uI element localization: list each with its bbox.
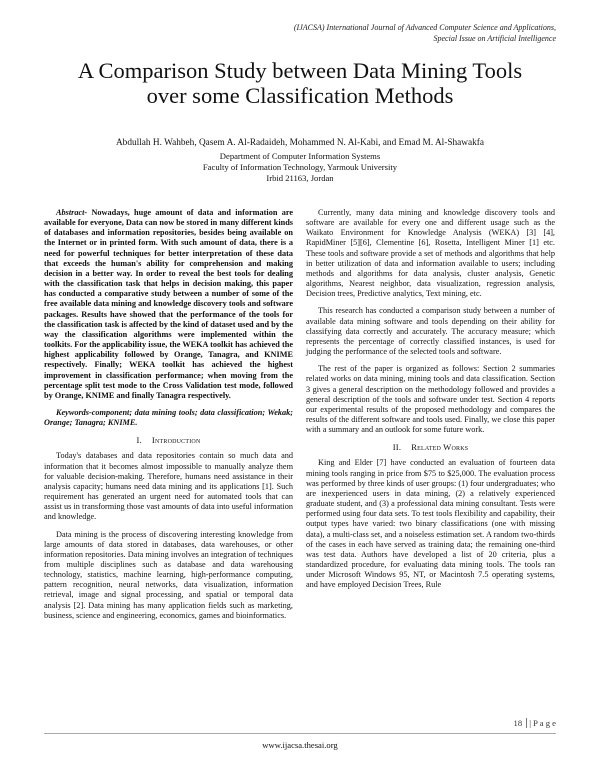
affiliation-faculty: Faculty of Information Technology, Yarmouk University [202, 162, 398, 172]
intro-paragraph-5: The rest of the paper is organized as follows: Section 2 summaries related works on data mining, mining tools and data classification. Section 3 gives a general description on the methodology followed and provides a general description of the tools and software under test. Section 4 reports our experimental results of the proposed methodology and compares the results of the different software and tools used. Finally, we close this paper with a summary and an outlook for some future work. [306, 364, 555, 435]
running-head [196, 23, 556, 44]
affiliation [40, 151, 560, 184]
abstract-text: Nowadays, huge amount of data and information are available for everyone, Data can now be stored in many different kinds of databases and information repositories, besides being available on the Internet or in printed form. With such amount of data, there is a need for powerful techniques for better interpretation of these data that exceeds the human's ability for comprehension and making decision in a better way. In order to reveal the best tools for dealing with the classification task that helps in decision making, this paper has conducted a comparative study between a number of some of the free available data mining and knowledge discovery tools and software packages. Results have showed that the performance of the tools for the classification task is affected by the kind of dataset used and by the way the classification algorithms were implemented within the toolkits. For the applicability issue, the WEKA toolkit has achieved the highest applicability followed by Orange, Tanagra, and KNIME respectively. Finally; WEKA toolkit has achieved the highest improvement in classification performance; when moving from the percentage split test mode to the Cross Validation test mode, followed by Orange, KNIME and finally Tanagra respectively. [44, 208, 293, 400]
page-number-label: | P a g e [527, 718, 556, 728]
keywords: Keywords-component; data mining tools; data classification; Wekak; Orange; Tanagra; KNIME. [44, 407, 293, 428]
related-works-paragraph-1: King and Elder [7] have conducted an evaluation of fourteen data mining tools ranging in price from $75 to $25,000. The evaluation process was performed by three kinds of user groups: (1) four undergraduates; who are inexperienced users in data mining, (2) a relatively experienced graduate student, and (3) a professional data mining consultant. Tests were performed using four data sets. To test tools flexibility and capability, their output types have varied: two binary classifications (one with missing data), a multi-class set, and a noiseless estimation set. A random two-thirds of the cases in each have served as training data; the remaining one-third was test data. Authors have developed a list of 20 criteria, plus a standardized procedure, for evaluating data mining tools. The tools ran under Microsoft Windows 95, NT, or Macintosh 7.5 operating systems, and have employed Decision Trees, Rule [306, 458, 555, 590]
running-head-journal: (IJACSA) International Journal of Advanced Computer Science and Applications, [293, 23, 556, 32]
left-column [44, 208, 293, 628]
affiliation-city: Irbid 21163, Jordan [266, 173, 334, 183]
abstract-label: Abstract- [56, 208, 88, 217]
affiliation-department: Department of Computer Information Systems [219, 151, 381, 161]
section-number: II. [392, 442, 402, 453]
page-number [514, 718, 556, 728]
abstract [44, 208, 293, 401]
section-heading-related-works [306, 442, 555, 452]
intro-paragraph-1: Today's databases and data repositories contain so much data and information that it becomes almost impossible to manually analyze them for valuable decision-making. Therefore, humans need assistance in their analysis capacity; humans need data mining and its applications [1]. Such requirement has generated an urgent need for automated tools that can assist us in transforming those vast amounts of data into useful information and knowledge. [44, 451, 293, 522]
author-list: Abdullah H. Wahbeh, Qasem A. Al-Radaideh, Mohammed N. Al-Kabi, and Emad M. Al-Shawakfa [115, 138, 485, 148]
intro-paragraph-3: Currently, many data mining and knowledge discovery tools and software are available for every one and different usage such as the Waikato Environment for Knowledge Analysis (WEKA) [3] [4], RapidMiner [5][6], Clementine [6], Rosetta, Intelligent Miner [1] etc. These tools and software provide a set of methods and algorithms that help in better utilization of data and information available to users; including methods and algorithms for data analysis, cluster analysis, Genetic algorithms, Nearest neighbor, data visualization, regression analysis, Decision trees, Predictive analytics, Text mining, etc. [306, 208, 555, 299]
intro-paragraph-2: Data mining is the process of discovering interesting knowledge from large amounts of data stored in databases, data warehouses, or other information repositories. Data mining involves an integration of techniques from multiple disciplines such as database and data warehousing technology, statistics, machine learning, high-performance computing, pattern recognition, neural networks, data visualization, information retrieval, image and signal processing, and spatial or temporal data analysis [2]. Data mining has many application fields such as marketing, business, science and engineering, economics, games and bioinformatics. [44, 529, 293, 620]
paper-title-line-1: A Comparison Study between Data Mining Tools [77, 58, 523, 83]
paper-title [40, 58, 560, 108]
section-title: Introduction [151, 435, 201, 446]
journal-url: www.ijacsa.thesai.org [262, 740, 338, 750]
intro-paragraph-4: This research has conducted a comparison study between a number of available data mining software and tools depending on their ability for classifying data correctly and accurately. The accuracy measure; which represents the percentage of correctly classified instances, is used for judging the performance of the selected tools and software. [306, 306, 555, 357]
footer-divider [44, 733, 556, 734]
section-title: Related Works [411, 442, 469, 453]
section-number: I. [136, 435, 142, 446]
page-number-value: 18 [514, 718, 528, 728]
running-head-issue: Special Issue on Artificial Intelligence [433, 33, 556, 43]
paper-title-line-2: over some Classification Methods [146, 83, 454, 108]
section-heading-introduction [44, 435, 293, 445]
right-column [306, 208, 555, 597]
